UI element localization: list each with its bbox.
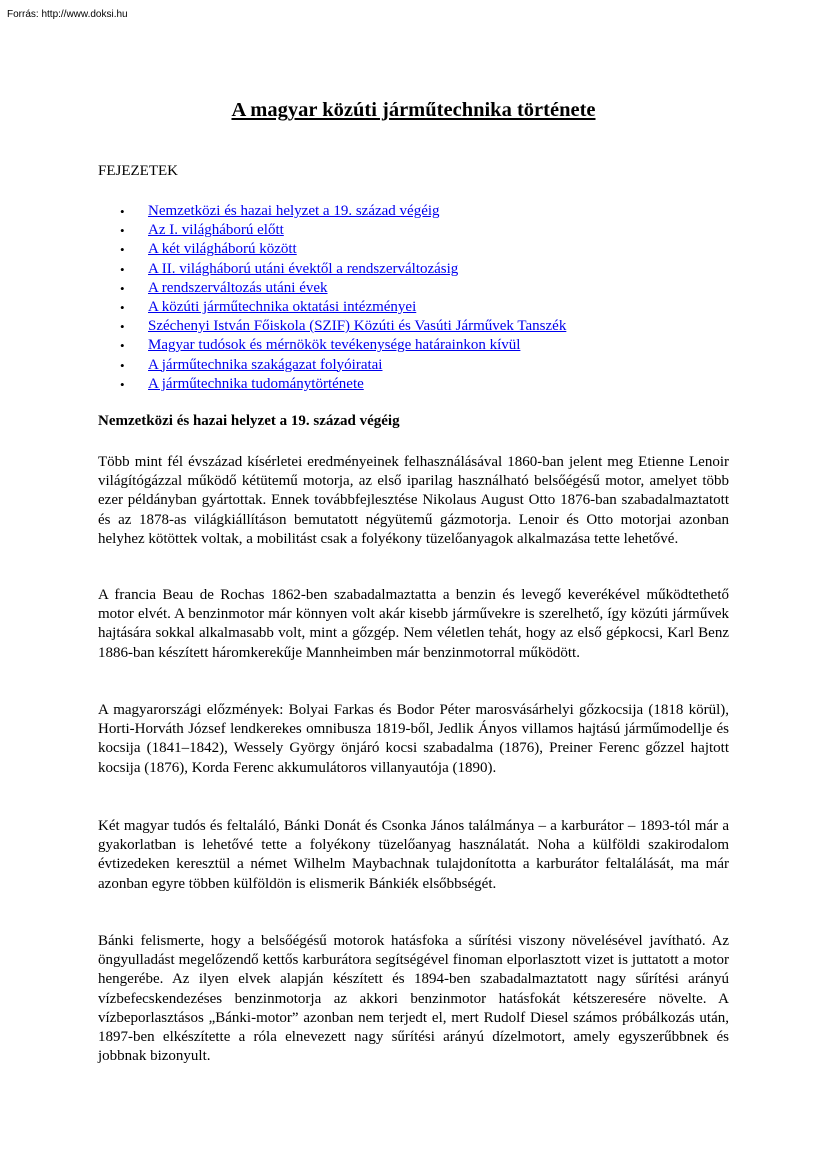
body-paragraph: Bánki felismerte, hogy a belsőégésű motorok hatásfoka a sűrítési viszony növelésével javítható. Az öngyulladást megelőzendő kettős karburátora segítségével finoman elporlasztott vizet is juttatott a motor hengerébe. Az ilyen elvek alapján készített és 1894-ben szabadalmaztatott nagy sűrítési arányú vízbefecskendezéses benzinmotorja az akkori benzinmotor hatásfokát kétszeresére növelte. A vízbeporlasztásos „Bánki-motor” azonban nem terjedt el, mert Rudolf Diesel számos próbálkozás után, 1897-ben elkészítette a róla elnevezett nagy sűrítési arányú dízelmotort, amely egyszerűbbnek és jobbnak bizonyult.: [98, 933, 729, 1065]
chapters-label: FEJEZETEK: [98, 163, 178, 179]
bullet-icon: •: [120, 319, 125, 335]
bullet-icon: •: [120, 376, 125, 392]
toc-link[interactable]: Az I. világháború előtt: [148, 222, 284, 239]
body-paragraph: A francia Beau de Rochas 1862-ben szabadalmaztatta a benzin és levegő keverékével működtethető motor elvét. A benzinmotor már könnyen volt akár kisebb járművekre is szerelhető, így közúti járművek hajtására sokkal alkalmasabb volt, mint a gőzgép. Nem véletlen tehát, hogy az első gépkocsi, Karl Benz 1886-ban készített háromkerekűje Mannheimben már benzinmotorral működött.: [98, 587, 729, 661]
toc-item: [98, 240, 729, 259]
toc-item: [98, 375, 729, 394]
bullet-icon: •: [120, 357, 125, 373]
toc-item: [98, 221, 729, 240]
section-heading: Nemzetközi és hazai helyzet a 19. század végéig: [98, 413, 400, 429]
toc-item: [98, 279, 729, 298]
bullet-icon: •: [120, 338, 125, 354]
source-line: Forrás: http://www.doksi.hu: [7, 9, 128, 20]
toc-link[interactable]: Nemzetközi és hazai helyzet a 19. század végéig: [148, 203, 440, 219]
toc-item: [98, 202, 729, 221]
body-paragraph: Két magyar tudós és feltaláló, Bánki Donát és Csonka János találmánya – a karburátor – 1893-tól már a gyakorlatban is lehetővé tette a folyékony tüzelőanyag használatát. Noha a külföldi szakirodalom évtizedeken keresztül a német Wilhelm Maybachnak tulajdonította a karburátor feltalálását, ma már azonban egyre többen külföldön is elismerik Bánkiék elsőbbségét.: [98, 818, 729, 892]
toc-item: [98, 356, 729, 375]
body-paragraph: Több mint fél évszázad kísérletei eredményeinek felhasználásával 1860-ban jelent meg Etienne Lenoir világítógázzal működő kétütemű motorja, az első iparilag használható belsőégésű motor, amelyet több ezer példányban gyártottak. Ennek továbbfejlesztése Nikolaus August Otto 1876-ban szabadalmaztatott és az 1878-as világkiállításon bemutatott négyütemű gázmotorja. Lenoir és Otto motorjai azonban helyhez kötöttek voltak, a mobilitást csak a folyékony tüzelőanyagok alkalmazása tette lehetővé.: [98, 454, 729, 547]
bullet-icon: •: [120, 280, 125, 296]
toc-link[interactable]: A II. világháború utáni évektől a rendszerváltozásig: [148, 260, 459, 277]
bullet-icon: •: [120, 299, 125, 315]
toc-item: [98, 260, 729, 279]
toc-link[interactable]: A járműtechnika szakágazat folyóiratai: [148, 356, 383, 373]
table-of-contents: [98, 202, 729, 394]
bullet-icon: •: [120, 261, 125, 277]
bullet-icon: •: [120, 204, 125, 219]
toc-link[interactable]: A közúti járműtechnika oktatási intézményei: [148, 298, 417, 315]
toc-link[interactable]: A két világháború között: [148, 241, 297, 258]
toc-link[interactable]: A rendszerváltozás utáni évek: [148, 279, 328, 296]
toc-item: [98, 298, 729, 317]
toc-link[interactable]: A járműtechnika tudománytörténete: [148, 375, 364, 392]
body-paragraph: A magyarországi előzmények: Bolyai Farkas és Bodor Péter marosvásárhelyi gőzkocsija (1818 körül), Horti-Horváth József lendkerekes omnibusza 1819-ből, Jedlik Ányos villamos hajtású járműmodellje és kocsija (1841–1842), Wessely György önjáró kocsi szabadalma (1876), Preiner Ferenc gőzzel hajtott kocsija (1876), Korda Ferenc akkumulátoros villanyautója (1890).: [98, 702, 729, 776]
toc-link[interactable]: Magyar tudósok és mérnökök tevékenysége határainkon kívül: [148, 337, 521, 354]
bullet-icon: •: [120, 223, 125, 239]
page-title: A magyar közúti járműtechnika története: [231, 99, 596, 121]
toc-link[interactable]: Széchenyi István Főiskola (SZIF) Közúti és Vasúti Járművek Tanszék: [148, 318, 567, 335]
toc-item: [98, 336, 729, 355]
bullet-icon: •: [120, 242, 125, 258]
toc-item: [98, 317, 729, 336]
